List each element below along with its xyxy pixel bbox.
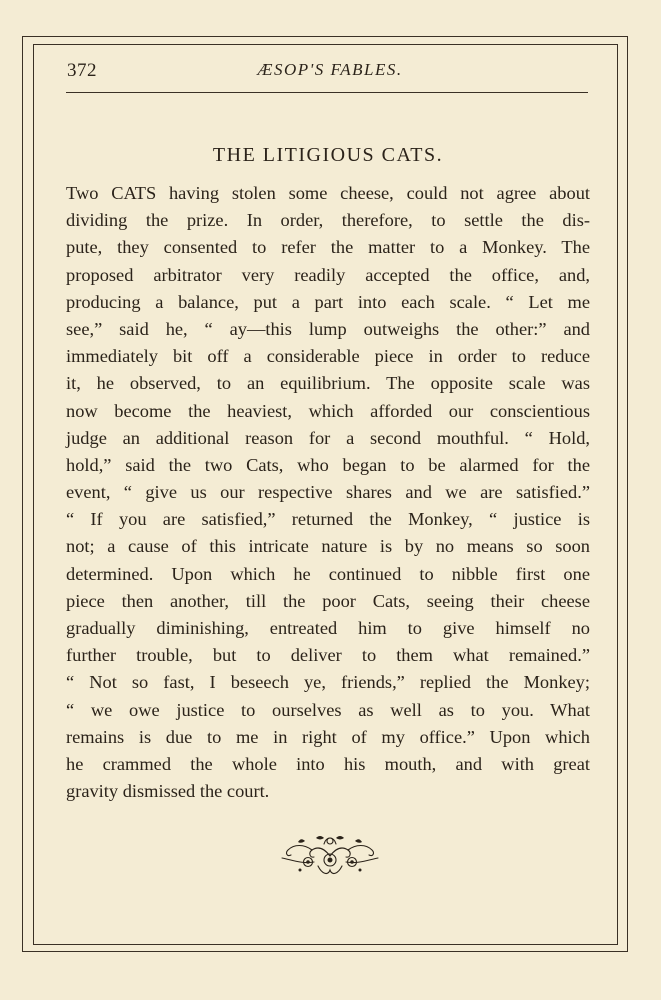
text-line: remains is due to me in right of my office.” Upon which <box>66 726 590 747</box>
text-line: see,” said he, “ ay—this lump outweighs the other:” and <box>66 318 590 339</box>
text-line: producing a balance, put a part into each scale. “ Let me <box>66 291 590 312</box>
text-line: “ Not so fast, I beseech ye, friends,” replied the Monkey; <box>66 672 590 693</box>
text-line: piece then another, till the poor Cats, seeing their cheese <box>66 590 590 611</box>
text-line: “ If you are satisfied,” returned the Monkey, “ justice is <box>66 509 590 530</box>
running-title: ÆSOP'S FABLES. <box>257 60 403 79</box>
text-line: further trouble, but to deliver to them what remained.” <box>66 645 590 666</box>
text-line: he crammed the whole into his mouth, and with great <box>66 753 590 774</box>
text-line: gradually diminishing, entreated him to give himself no <box>66 618 590 638</box>
text-line: immediately bit off a considerable piece in order to reduce <box>66 346 590 367</box>
text-line: it, he observed, to an equilibrium. The opposite scale was <box>66 373 590 394</box>
text-line: judge an additional reason for a second mouthful. “ Hold, <box>66 427 590 448</box>
text-line: determined. Upon which he continued to nibble first one <box>66 563 590 584</box>
fable-body <box>66 180 590 805</box>
page-number: 372 <box>67 60 97 81</box>
text-line: event, “ give us our respective shares and we are satisfied.” <box>66 482 590 503</box>
floral-tailpiece-icon <box>278 830 382 882</box>
text-line: now become the heaviest, which afforded our conscientious <box>66 400 590 421</box>
text-line: hold,” said the two Cats, who began to be alarmed for the <box>66 454 590 475</box>
text-line: dividing the prize. In order, therefore, to settle the dis- <box>66 210 590 231</box>
text-line: proposed arbitrator very readily accepted the office, and, <box>66 264 590 285</box>
text-line: Two CATS having stolen some cheese, could not agree about <box>66 183 590 203</box>
fable-title: THE LITIGIOUS CATS. <box>212 144 444 166</box>
text-line: not; a cause of this intricate nature is by no means so soon <box>66 536 590 557</box>
header-rule <box>66 92 588 93</box>
text-line: pute, they consented to refer the matter to a Monkey. The <box>66 237 590 258</box>
text-line: “ we owe justice to ourselves as well as to you. What <box>66 699 590 720</box>
text-line: gravity dismissed the court. <box>66 781 270 802</box>
